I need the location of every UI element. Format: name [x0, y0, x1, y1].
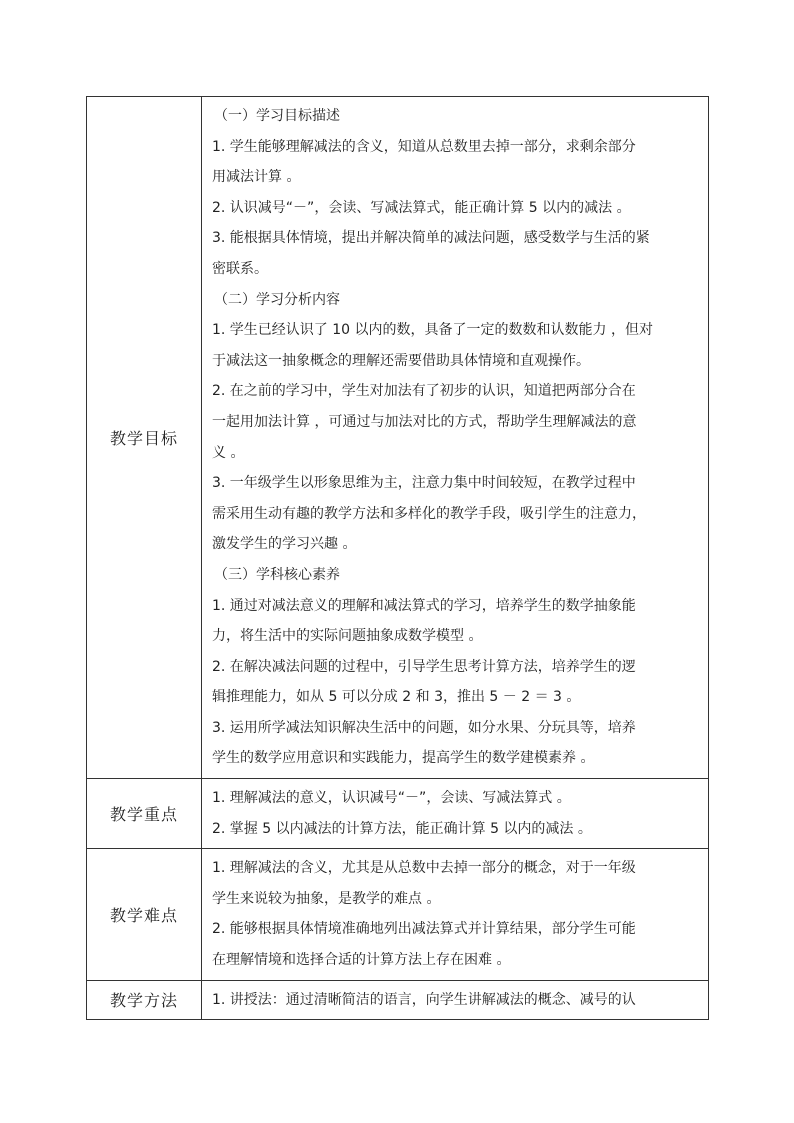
content-line: 激发学生的学习兴趣 。	[212, 536, 357, 553]
content-line: 2. 认识减号“－”，会读、写减法算式，能正确计算 5 以内的减法 。	[212, 199, 631, 216]
row-teaching-methods	[87, 980, 709, 1020]
row-content	[202, 97, 709, 779]
content-line: 密联系。	[212, 260, 268, 277]
content-line: 2. 能够根据具体情境准确地列出减法算式并计算结果，部分学生可能	[212, 921, 636, 938]
content-line: 2. 在之前的学习中，学生对加法有了初步的认识，知道把两部分合在	[212, 383, 636, 400]
content-line: 1. 理解减法的意义，认识减号“－”，会读、写减法算式 。	[212, 790, 571, 807]
row-difficult-points	[87, 849, 709, 980]
content-line: 1. 通过对减法意义的理解和减法算式的学习，培养学生的数学抽象能	[212, 597, 636, 614]
content-line: 3. 一年级学生以形象思维为主，注意力集中时间较短，在教学过程中	[212, 475, 636, 492]
content-line: 在理解情境和选择合适的计算方法上存在困难 。	[212, 952, 511, 969]
section-heading: （三）学科核心素养	[214, 566, 340, 583]
row-label: 教学目标	[87, 97, 202, 779]
content-line: 一起用加法计算 ，可通过与加法对比的方式，帮助学生理解减法的意	[212, 413, 637, 430]
section-heading: （一）学习目标描述	[214, 108, 340, 124]
content-line: 用减法计算 。	[212, 169, 301, 186]
content-line: 辑推理能力，如从 5 可以分成 2 和 3，推出 5 － 2 ＝ 3 。	[212, 689, 581, 706]
row-label: 教学重点	[87, 779, 202, 849]
row-label: 教学方法	[87, 980, 202, 1020]
content-line: 需采用生动有趣的教学方法和多样化的教学手段，吸引学生的注意力，	[212, 505, 646, 522]
content-line: 学生的数学应用意识和实践能力，提高学生的数学建模素养 。	[212, 750, 595, 767]
row-key-points	[87, 779, 709, 849]
content-line: 1. 理解减法的含义，尤其是从总数中去掉一部分的概念，对于一年级	[212, 860, 636, 877]
row-content	[202, 849, 709, 980]
content-line: 1. 学生已经认识了 10 以内的数，具备了一定的数数和认数能力 ，但对	[212, 322, 653, 339]
lesson-plan-table	[86, 96, 709, 1020]
content-line: 于减法这一抽象概念的理解还需要借助具体情境和直观操作。	[212, 352, 590, 369]
content-line: 3. 能根据具体情境，提出并解决简单的减法问题，感受数学与生活的紧	[212, 230, 650, 247]
row-teaching-goals	[87, 97, 709, 779]
row-content	[202, 980, 709, 1020]
row-content	[202, 779, 709, 849]
content-line: 2. 在解决减法问题的过程中，引导学生思考计算方法，培养学生的逻	[212, 658, 636, 675]
content-line: 1. 学生能够理解减法的含义，知道从总数里去掉一部分，求剩余部分	[212, 138, 636, 155]
section-heading: （二）学习分析内容	[214, 291, 340, 308]
content-line: 1. 讲授法：通过清晰简洁的语言，向学生讲解减法的概念、减号的认	[212, 991, 636, 1008]
content-line: 学生来说较为抽象，是教学的难点 。	[212, 890, 441, 907]
content-line: 义 。	[212, 444, 245, 461]
content-line: 3. 运用所学减法知识解决生活中的问题，如分水果、分玩具等，培养	[212, 719, 636, 736]
content-line: 力，将生活中的实际问题抽象成数学模型 。	[212, 628, 483, 645]
content-line: 2. 掌握 5 以内减法的计算方法，能正确计算 5 以内的减法 。	[212, 820, 592, 837]
row-label: 教学难点	[87, 849, 202, 980]
